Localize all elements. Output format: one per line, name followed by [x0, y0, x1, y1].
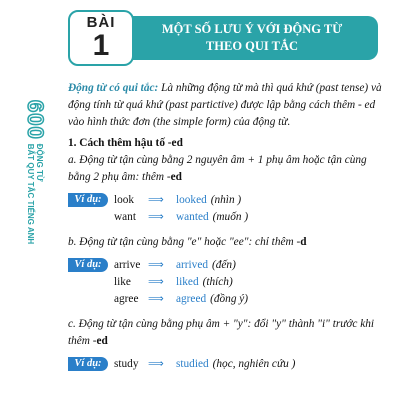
section-title: 1. Cách thêm hậu tố -ed: [68, 137, 183, 149]
example-word: study: [114, 358, 139, 370]
spine-rotated: [22, 100, 48, 244]
intro-text: Là những động từ mà thì quá khứ (past tense) và động tính từ quá khứ (past partictive) được lập bằng cách thêm - ed vào hình thức đơn (the simple form) của động từ.: [68, 82, 382, 128]
rule-b-pre: b. Động từ tận cùng bằng: [68, 236, 187, 248]
example-meaning: (đến): [212, 259, 236, 271]
book-spine-label: [18, 100, 46, 400]
example-result: studied: [176, 358, 209, 370]
rule-b-e2: "ee": [228, 236, 249, 248]
example-label: Ví dụ:: [68, 357, 108, 371]
spine-line-1: ĐỘNG TỪ: [35, 143, 44, 182]
lesson-badge-number: 1: [92, 29, 110, 62]
rule-c-pre: c. Động từ tận cùng bằng phụ âm + "y": đổi "y" thành "i" trước khi thêm -: [68, 318, 375, 347]
spine-line-2: BẤT QUY TẮC TIẾNG ANH: [26, 143, 35, 245]
intro-paragraph: [68, 80, 386, 131]
example-block-b: [68, 257, 386, 308]
example-result: agreed: [176, 293, 207, 305]
example-word: agree: [114, 293, 139, 305]
arrow-icon: ⟹: [148, 358, 164, 370]
spine-number: 600: [23, 100, 48, 140]
example-rows-a: [114, 192, 248, 226]
example-meaning: (thích): [202, 276, 233, 288]
rule-a-text: a. Động từ tận cùng bằng 2 nguyên âm + 1 phụ âm hoặc tận cùng bằng 2 phụ âm: thêm -: [68, 154, 367, 183]
intro-lead: Động từ có qui tắc:: [68, 82, 159, 94]
example-word: look: [114, 194, 135, 206]
example-rows-c: [114, 356, 295, 373]
lesson-badge: [68, 10, 134, 66]
example-word: like: [114, 276, 131, 288]
example-row: [114, 257, 248, 274]
arrow-icon: ⟹: [148, 293, 164, 305]
rule-b-post: : chỉ thêm -: [248, 236, 301, 248]
rule-c-suffix: ed: [96, 335, 108, 347]
rule-a: [68, 152, 386, 186]
example-row: [114, 209, 248, 226]
example-label: Ví dụ:: [68, 258, 108, 272]
example-row: [114, 291, 248, 308]
example-label: Ví dụ:: [68, 193, 108, 207]
rule-b-mid: hoặc: [201, 236, 229, 248]
example-result: arrived: [176, 259, 208, 271]
example-block-c: [68, 356, 386, 373]
lesson-header: [68, 10, 378, 66]
rule-b-e1: "e": [186, 236, 202, 248]
example-meaning: (muốn ): [212, 211, 249, 223]
lesson-title-line-1: MỘT SỐ LƯU Ý VỚI ĐỘNG TỪ: [161, 22, 343, 36]
rule-a-suffix: ed: [170, 171, 182, 183]
lesson-content: [68, 80, 386, 373]
spine-text: [26, 144, 44, 244]
lesson-title: [126, 16, 378, 60]
arrow-icon: ⟹: [148, 276, 164, 288]
example-word: arrive: [114, 259, 141, 271]
example-meaning: (nhìn ): [210, 194, 242, 206]
example-row: [114, 192, 248, 209]
arrow-icon: ⟹: [148, 194, 164, 206]
rule-b-suffix: d: [300, 236, 307, 248]
lesson-badge-word: BÀI: [86, 14, 116, 31]
example-result: liked: [176, 276, 199, 288]
rule-b: [68, 234, 386, 251]
lesson-title-line-2: THEO QUI TẮC: [205, 39, 299, 53]
example-rows-b: [114, 257, 248, 308]
example-row: [114, 356, 295, 373]
rule-c: [68, 316, 386, 350]
example-meaning: (học, nghiên cứu ): [212, 358, 296, 370]
example-word: want: [114, 211, 136, 223]
example-meaning: (đồng ý): [210, 293, 249, 305]
arrow-icon: ⟹: [148, 259, 164, 271]
example-result: looked: [176, 194, 207, 206]
example-block-a: [68, 192, 386, 226]
example-row: [114, 274, 248, 291]
arrow-icon: ⟹: [148, 211, 164, 223]
example-result: wanted: [176, 211, 209, 223]
